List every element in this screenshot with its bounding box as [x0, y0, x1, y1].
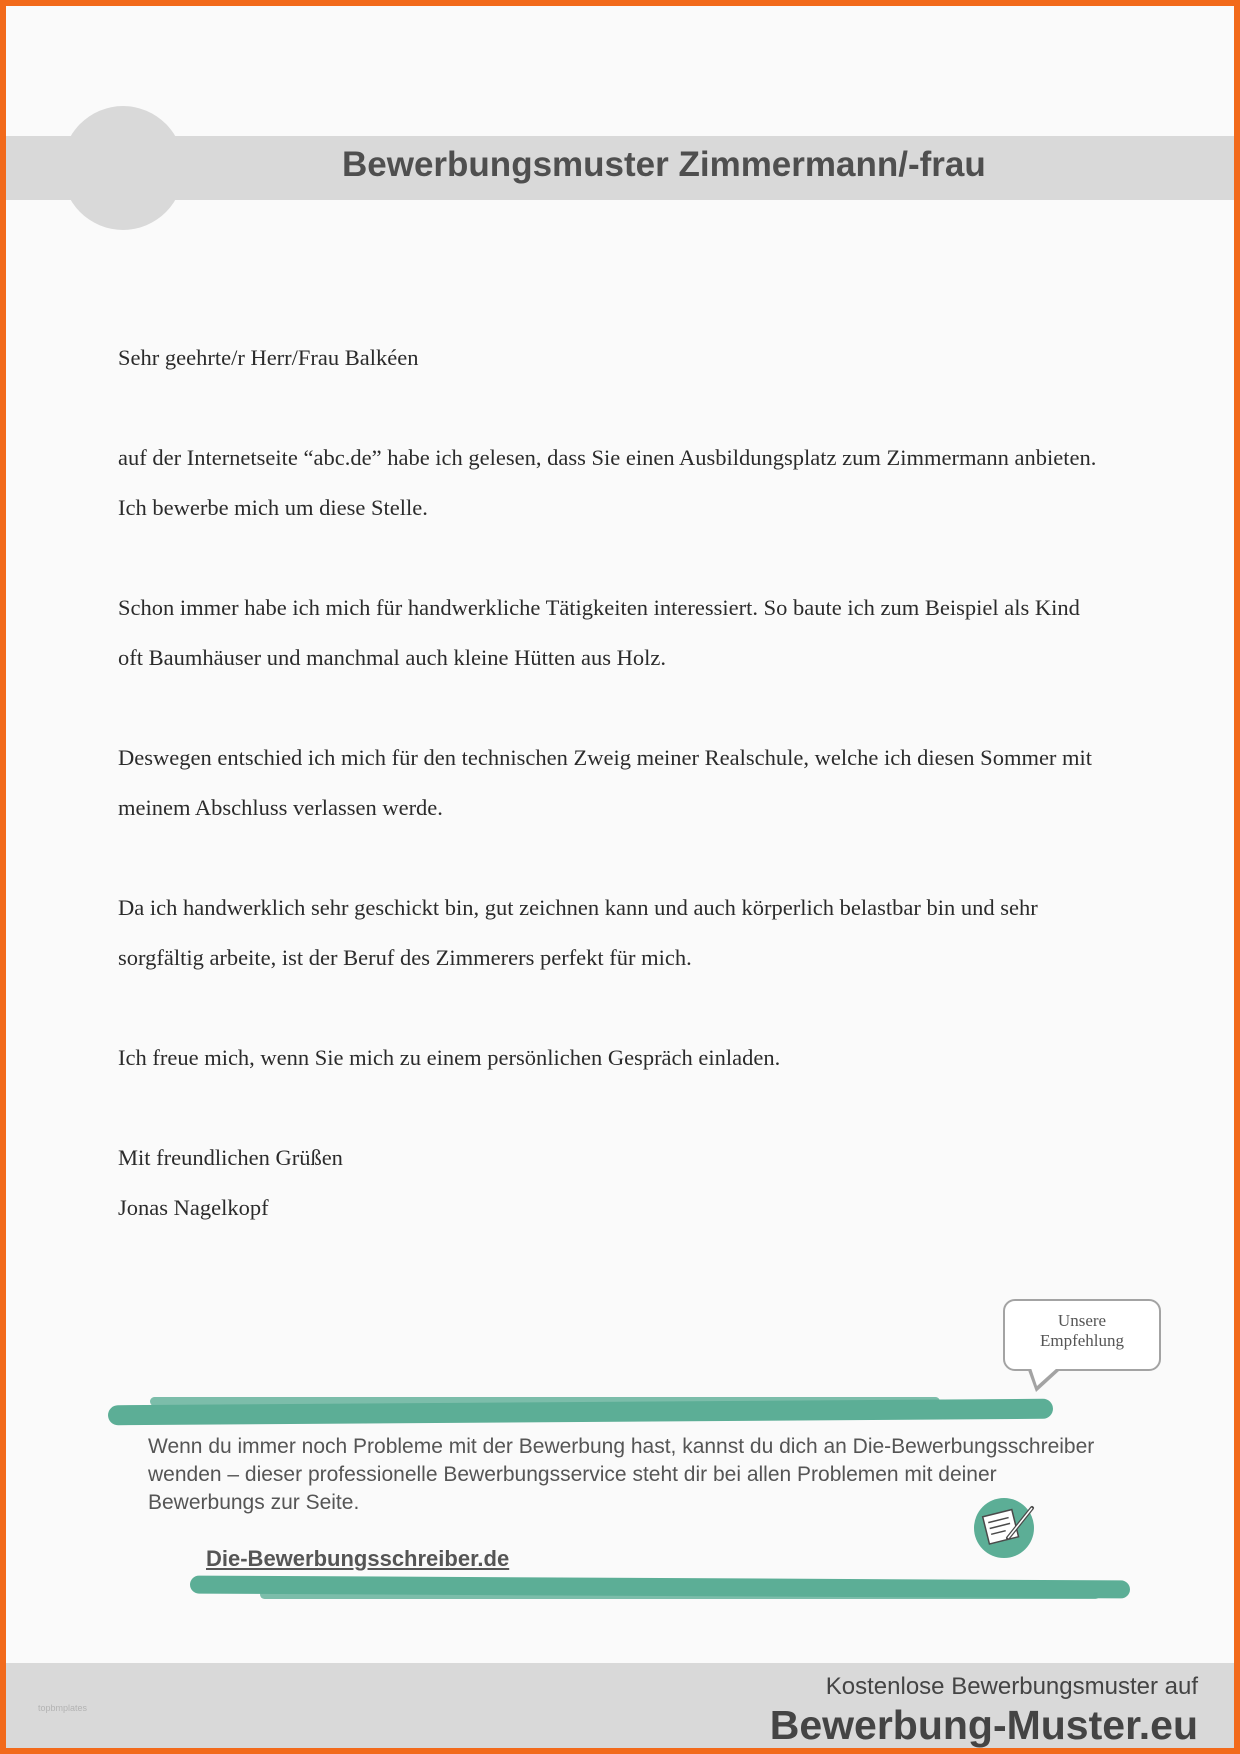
letter-body: [118, 333, 1108, 1233]
paragraph-5: Ich freue mich, wenn Sie mich zu einem persönlichen Gespräch einladen.: [118, 1045, 781, 1070]
paragraph-4: Da ich handwerklich sehr geschickt bin, gut zeichnen kann und auch körperlich belastbar bin und sehr sorgfältig arbeite, ist der Beruf des Zimmerers perfekt für mich.: [118, 895, 1038, 970]
header-circle-decoration: [62, 106, 184, 230]
recommendation-bubble: [1003, 1299, 1161, 1371]
brush-stroke-top-accent: [150, 1397, 940, 1406]
bewerbungsschreiber-link[interactable]: Die-Bewerbungsschreiber.de: [206, 1546, 510, 1571]
bubble-line-2: Empfehlung: [1039, 1331, 1125, 1350]
brush-stroke-bottom-accent: [260, 1590, 1100, 1599]
paragraph-1: auf der Internetseite “abc.de” habe ich gelesen, dass Sie einen Ausbildungsplatz zum Zimmermann anbieten. Ich bewerbe mich um diese Stelle.: [118, 445, 1097, 520]
watermark: topbmplates: [38, 1703, 88, 1713]
page-title: Bewerbungsmuster Zimmermann/-frau: [342, 145, 986, 184]
closing: Mit freundlichen Grüßen: [118, 1145, 343, 1170]
bubble-line-1: Unsere: [1057, 1311, 1107, 1330]
document-pen-icon: [972, 1496, 1036, 1560]
salutation: Sehr geehrte/r Herr/Frau Balkéen: [118, 345, 419, 370]
footer-site-link[interactable]: Bewerbung-Muster.eu: [769, 1702, 1198, 1748]
bubble-tail-inner: [1031, 1368, 1057, 1386]
paragraph-3: Deswegen entschied ich mich für den technischen Zweig meiner Realschule, welche ich diesen Sommer mit meinem Abschluss verlassen werde.: [118, 745, 1093, 820]
signature: Jonas Nagelkopf: [118, 1195, 269, 1220]
footer-tagline: Kostenlose Bewerbungsmuster auf: [825, 1673, 1198, 1700]
recommendation-text: Wenn du immer noch Probleme mit der Bewerbung hast, kannst du dich an Die-Bewerbungsschreiber wenden – dieser professionelle Bewerbungsservice steht dir bei allen Problemen mit deiner Bewerbungs zur Seite.: [148, 1435, 1095, 1514]
paragraph-2: Schon immer habe ich mich für handwerkliche Tätigkeiten interessiert. So baute ich zum Beispiel als Kind oft Baumhäuser und manchmal auch kleine Hütten aus Holz.: [118, 595, 1080, 670]
